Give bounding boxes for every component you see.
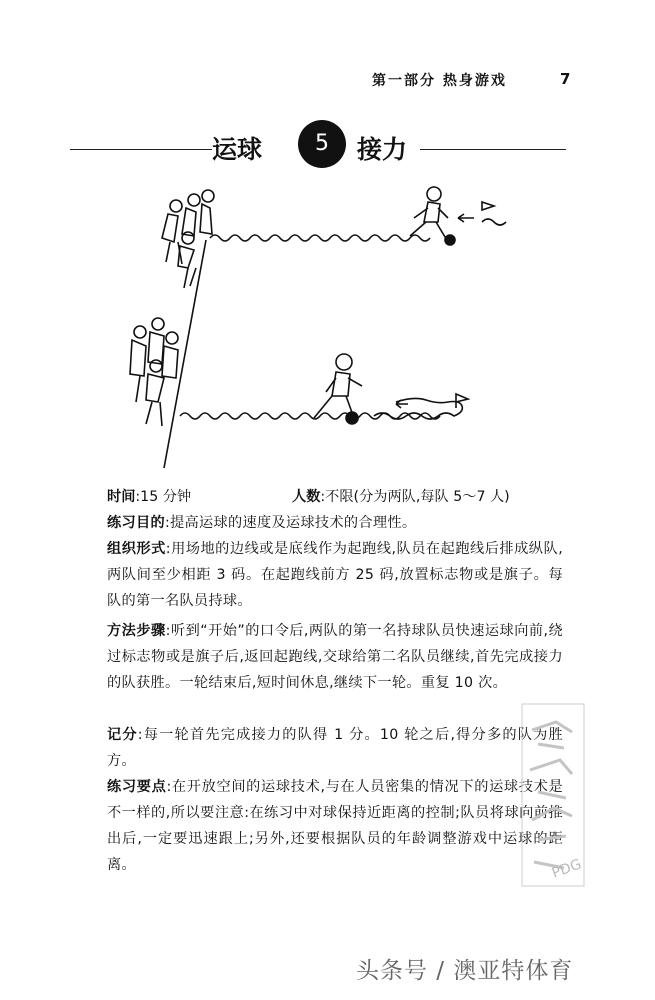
stamp-text: PDG (549, 856, 584, 882)
dribbler-lower (314, 354, 362, 424)
team-b-players (130, 318, 178, 426)
page-number: 7 (560, 70, 571, 88)
time-label: 时间 (107, 489, 136, 505)
time-row (107, 484, 191, 510)
start-line (164, 240, 206, 468)
section-scoring (107, 722, 563, 774)
section-label: 记分 (107, 727, 138, 743)
title-rule-left (70, 149, 212, 150)
section-text: :听到“开始”的口令后,两队的第一名持球队员快速运球向前,绕过标志物或是旗子后,返回起跑线,交球给第二名队员继续,首先完成接力的队获胜。一轮结束后,短时间休息,继续下一轮。重复 10 次。 (107, 623, 563, 691)
return-path-lower (374, 398, 462, 419)
team-a-players (162, 190, 214, 288)
return-arrow-upper (482, 219, 506, 225)
section-organization (107, 536, 563, 614)
section-label: 练习要点 (107, 779, 167, 795)
page-title-left: 运球 (212, 135, 263, 164)
section-procedure (107, 618, 563, 696)
section-text: :提高运球的速度及运球技术的合理性。 (164, 515, 417, 531)
section-text: :每一轮首先完成接力的队得 1 分。10 轮之后,得分多的队为胜方。 (107, 727, 563, 769)
section-purpose (107, 510, 563, 536)
section-label: 方法步骤 (107, 623, 166, 639)
marker-flag-upper (482, 202, 494, 210)
section-label: 组织形式 (107, 541, 166, 557)
time-value: :15 分钟 (135, 489, 192, 505)
section-text: :在开放空间的运球技术,与在人员密集的情况下的运球技术是不一样的,所以要注意:在练习中对球保持近距离的控制;队员将球向前推出后,一定要迅速跟上;另外,还要根据队员的年龄调整游戏中运球的距离。 (107, 779, 563, 873)
section-text: :用场地的边线或是底线作为起跑线,队员在起跑线后排成纵队,两队间至少相距 3 码。在起跑线前方 25 码,放置标志物或是旗子。每队的第一名队员持球。 (107, 541, 563, 609)
section-key-points (107, 774, 563, 878)
title-rule-right (420, 149, 566, 150)
people-value: :不限(分为两队,每队 5～7 人) (320, 489, 510, 505)
drill-illustration (110, 180, 510, 472)
watermark: 头条号 / 澳亚特体育 (356, 958, 574, 984)
page-title-right: 接力 (357, 135, 408, 164)
title-number-badge: 5 (298, 120, 346, 168)
section-label: 练习目的 (107, 515, 165, 531)
people-row (292, 484, 510, 510)
people-label: 人数 (292, 489, 321, 505)
dribble-path-upper (210, 235, 430, 241)
dribbler-upper (410, 187, 455, 245)
library-stamp (508, 700, 588, 890)
running-header: 第一部分 热身游戏 (372, 73, 507, 89)
